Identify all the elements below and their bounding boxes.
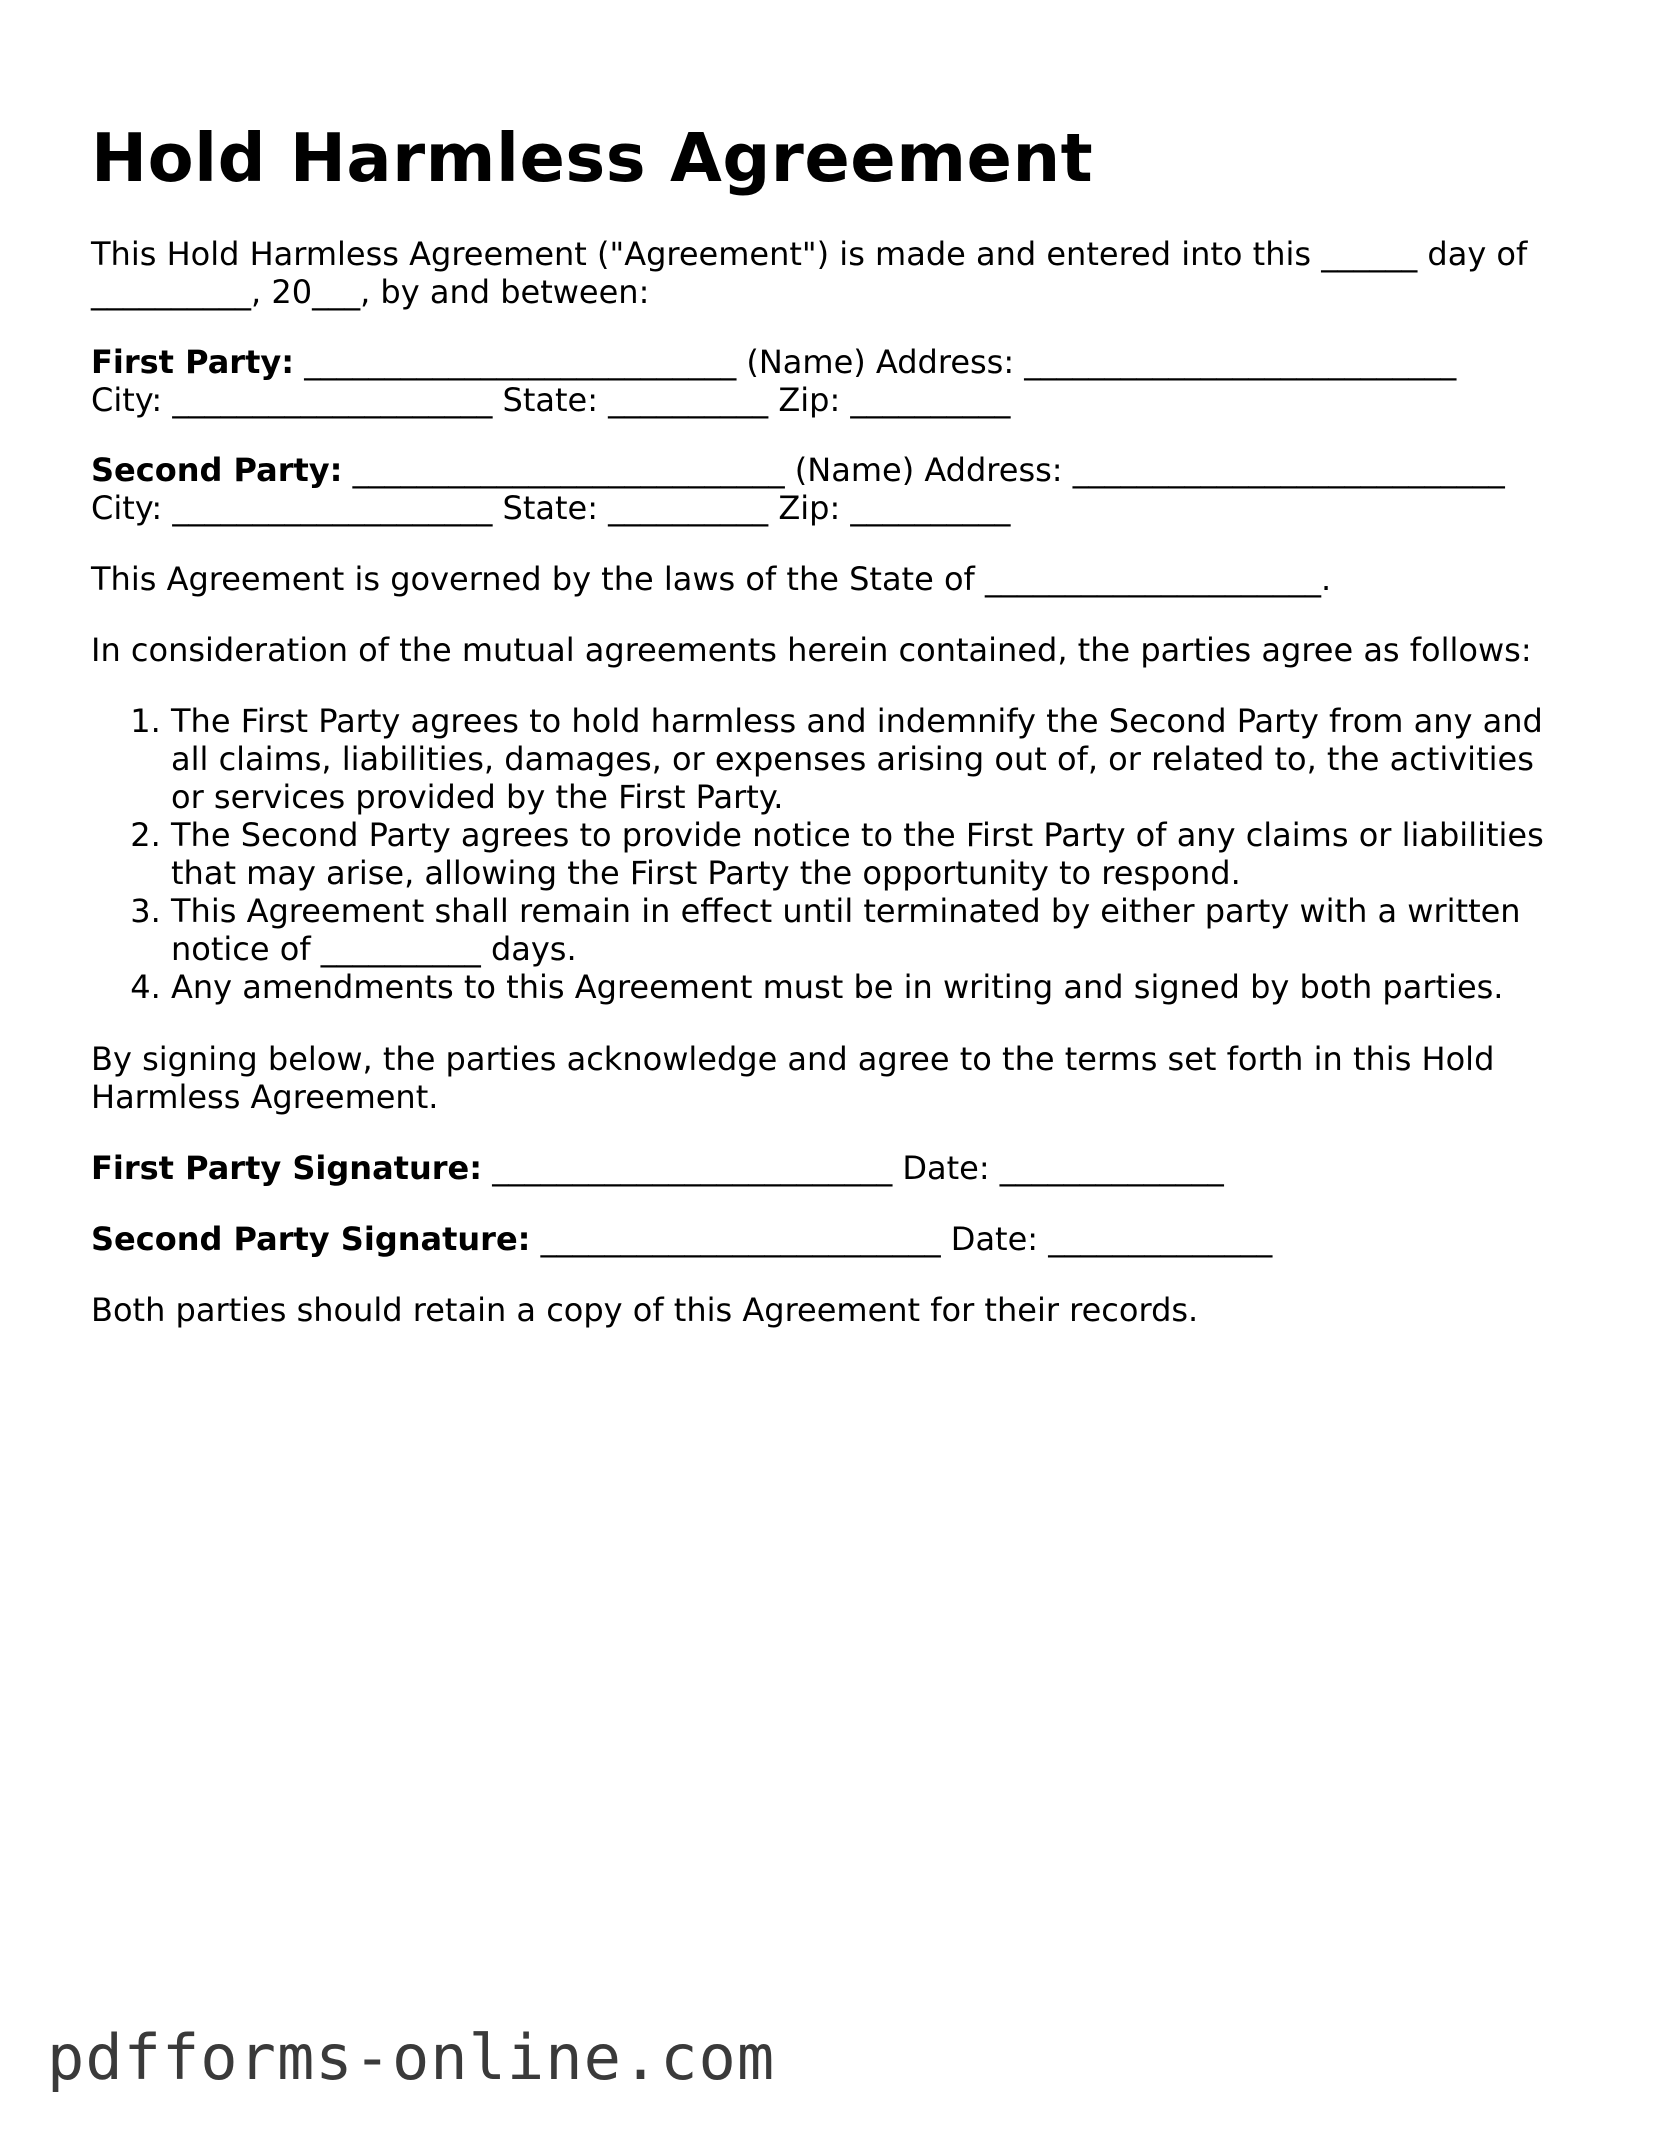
term-item: 3. This Agreement shall remain in effect until terminated by either party with a written notice of __________ days. bbox=[171, 892, 1571, 968]
second-party-city-state-zip-line: City: ____________________ State: __________ Zip: __________ bbox=[91, 489, 1011, 527]
first-party-city-state-zip-line: City: ____________________ State: __________ Zip: __________ bbox=[91, 381, 1011, 419]
second-party-label: Second Party: bbox=[91, 451, 343, 489]
intro-paragraph: This Hold Harmless Agreement ("Agreement") is made and entered into this ______ day of __________, 20___, by and between: bbox=[91, 235, 1528, 311]
first-party-block bbox=[91, 343, 1571, 419]
second-party-signature-label: Second Party Signature: bbox=[91, 1220, 531, 1258]
site-watermark: pdfforms-online.com bbox=[47, 2021, 776, 2094]
second-party-signature-line bbox=[91, 1220, 1571, 1258]
document-body bbox=[91, 118, 1571, 1329]
term-item: 4. Any amendments to this Agreement must be in writing and signed by both parties. bbox=[171, 968, 1571, 1006]
second-party-name-address-line: ___________________________ (Name) Address: ___________________________ bbox=[342, 451, 1505, 489]
governing-law-paragraph: This Agreement is governed by the laws of the State of _____________________. bbox=[91, 560, 1332, 598]
term-item: 1. The First Party agrees to hold harmless and indemnify the Second Party from any and all claims, liabilities, damages, or expenses arising out of, or related to, the activities or services provided by the First Party. bbox=[171, 702, 1571, 816]
first-party-label: First Party: bbox=[91, 343, 295, 381]
first-party-signature-line bbox=[91, 1149, 1571, 1187]
acknowledgment-paragraph: By signing below, the parties acknowledge and agree to the terms set forth in this Hold Harmless Agreement. bbox=[91, 1040, 1495, 1116]
first-party-name-address-line: ___________________________ (Name) Address: ___________________________ bbox=[294, 343, 1457, 381]
terms-list bbox=[91, 702, 1571, 1006]
term-item: 2. The Second Party agrees to provide notice to the First Party of any claims or liabilities that may arise, allowing the First Party the opportunity to respond. bbox=[171, 816, 1571, 892]
second-party-signature-date-blanks: _________________________ Date: ______________ bbox=[530, 1220, 1273, 1258]
retain-copy-note: Both parties should retain a copy of this Agreement for their records. bbox=[91, 1291, 1199, 1329]
first-party-signature-date-blanks: _________________________ Date: ______________ bbox=[482, 1149, 1224, 1187]
document-title: Hold Harmless Agreement bbox=[91, 119, 1094, 197]
consideration-paragraph: In consideration of the mutual agreements herein contained, the parties agree as follows: bbox=[91, 631, 1532, 669]
second-party-block bbox=[91, 451, 1571, 527]
first-party-signature-label: First Party Signature: bbox=[91, 1149, 483, 1187]
